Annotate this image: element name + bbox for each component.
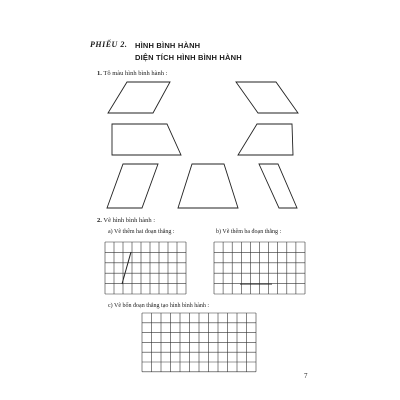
exercise-2-number: 2. — [97, 217, 102, 224]
exercise-1-shapes — [107, 82, 298, 208]
shape-parallelogram-top-left[interactable] — [108, 82, 170, 113]
shape-trapezoid-mid-left[interactable] — [112, 124, 181, 155]
exercise-1-number: 1. — [97, 70, 102, 77]
shape-parallelogram-top-right[interactable] — [236, 82, 298, 113]
grid-exercise-2c[interactable] — [142, 313, 256, 372]
page-number: 7 — [304, 372, 308, 380]
shape-parallelogram-mid-right[interactable] — [238, 124, 293, 155]
given-segment-2a — [122, 252, 131, 284]
shape-parallelogram-bottom-right[interactable] — [259, 164, 297, 208]
title-line-1: HÌNH BÌNH HÀNH — [135, 41, 201, 50]
sheet-label: PHIẾU 2. — [90, 40, 128, 49]
shape-parallelogram-bottom-left[interactable] — [107, 164, 158, 208]
grid-exercise-2a[interactable] — [105, 242, 186, 294]
exercise-2-instruction: Vẽ hình bình hành : — [103, 217, 156, 224]
exercise-2a-label: a) Vẽ thêm hai đoạn thẳng : — [108, 229, 175, 235]
exercise-1-instruction: Tô màu hình bình hành : — [103, 70, 168, 77]
exercise-2c-label: c) Vẽ bốn đoạn thẳng tạo hình bình hành : — [108, 303, 210, 309]
grid-exercise-2b[interactable] — [214, 242, 305, 294]
title-line-2: DIỆN TÍCH HÌNH BÌNH HÀNH — [135, 53, 242, 62]
shape-trapezoid-bottom-middle[interactable] — [178, 164, 238, 208]
exercise-2b-label: b) Vẽ thêm ba đoạn thẳng : — [216, 229, 282, 235]
